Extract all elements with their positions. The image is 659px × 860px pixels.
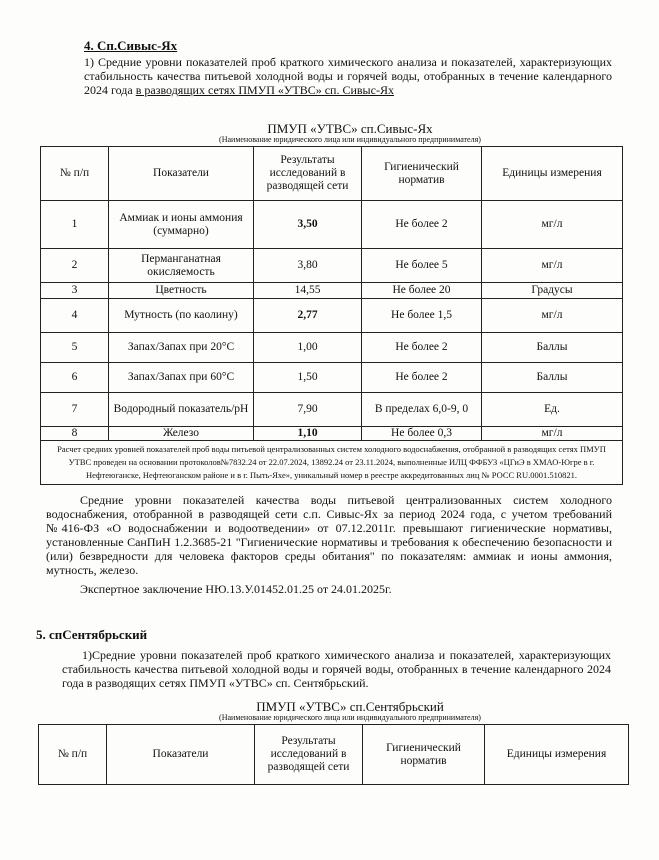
header-indicator: Показатели	[109, 147, 254, 201]
section-4-intro: 1) Средние уровни показателей проб краткого химического анализа и показателей, характеризующих стабильность качества питьевой холодной воды и горячей воды, отобранных в течение календарного 2024 года в разводящих сетях ПМУП «УТВС» сп. Сивыс-Ях	[84, 55, 612, 97]
table-row	[41, 201, 623, 249]
row-value: 7,90	[254, 393, 362, 427]
row-number: 4	[41, 299, 109, 333]
table-note-row	[41, 441, 623, 485]
table-header-row	[39, 725, 629, 785]
header-num: № п/п	[41, 147, 109, 201]
org-caption-5: (Наименование юридического лица или индивидуального предпринимателя)	[219, 713, 481, 722]
row-unit: мг/л	[482, 427, 623, 441]
row-unit: Градусы	[482, 283, 623, 299]
results-table	[40, 146, 623, 485]
table-row	[41, 427, 623, 441]
row-norm: Не более 0,3	[362, 427, 482, 441]
row-value: 2,77	[254, 299, 362, 333]
row-norm: В пределах 6,0-9, 0	[362, 393, 482, 427]
section-4-summary: Средние уровни показателей качества воды питьевой централизованных систем холодного водоснабжения, отобранной в разводящей сети с.п. Сивыс-Ях за период 2024 года, с учетом требований №416-ФЗ «О водоснабжении и водоотведении» от 07.12.2011г. превышают гигиенические нормативы, установленные СанПиН 1.2.3685-21 "Гигиенические нормативы и требования к обеспечению безопасности и (или) безвредности для человека факторов среды обитания" по показателям: аммиак и ионы аммония, мутность, железо.	[46, 493, 612, 577]
table-note: Расчет средних уровней показателей проб воды питьевой централизованных систем холодного водоснабжения, отобранной в разводящих сетях ПМУП УТВС проведен на основании протоколов№7832.24 от 22.07.2024, 13892.24 от 23.11.2024, выполненные ИЛЦ ФФБУЗ «ЦГиЭ в ХМАО-Югре в г. Нефтеюганске, Нефтеюганском районе и в г. Пыть-Яхе», уникальный номер в реестре аккредитованных лиц № РОСС RU.0001.510821.	[41, 441, 623, 485]
table-header-row	[41, 147, 623, 201]
row-norm: Не более 2	[362, 363, 482, 393]
row-value: 3,50	[254, 201, 362, 249]
header-norm: Гигиенический норматив	[363, 725, 485, 785]
row-indicator: Железо	[109, 427, 254, 441]
row-unit: мг/л	[482, 249, 623, 283]
header-norm: Гигиенический норматив	[362, 147, 482, 201]
header-unit: Единицы измерения	[485, 725, 629, 785]
row-number: 8	[41, 427, 109, 441]
row-indicator: Запах/Запах при 20°С	[109, 333, 254, 363]
row-number: 6	[41, 363, 109, 393]
header-results: Результаты исследований в разводящей сети	[255, 725, 363, 785]
row-number: 5	[41, 333, 109, 363]
row-indicator: Водородный показатель/pH	[109, 393, 254, 427]
table-row	[41, 333, 623, 363]
header-unit: Единицы измерения	[482, 147, 623, 201]
expert-conclusion: Экспертное заключение НЮ.13.У.01452.01.25 от 24.01.2025г.	[80, 582, 392, 596]
row-unit: мг/л	[482, 201, 623, 249]
table-row	[41, 283, 623, 299]
row-number: 2	[41, 249, 109, 283]
row-value: 3,80	[254, 249, 362, 283]
org-name-5: ПМУП «УТВС» сп.Сентябрьский	[256, 699, 444, 714]
table-row	[41, 299, 623, 333]
row-number: 7	[41, 393, 109, 427]
row-norm: Не более 2	[362, 333, 482, 363]
row-value: 14,55	[254, 283, 362, 299]
row-unit: Ед.	[482, 393, 623, 427]
section-5-heading: 5. спСентябрьский	[36, 627, 148, 642]
header-results: Результаты исследований в разводящей сети	[254, 147, 362, 201]
row-unit: Баллы	[482, 333, 623, 363]
row-norm: Не более 2	[362, 201, 482, 249]
section-4-heading: 4. Сп.Сивыс-Ях	[84, 38, 178, 53]
row-indicator: Аммиак и ионы аммония (суммарно)	[109, 201, 254, 249]
row-indicator: Цветность	[109, 283, 254, 299]
row-norm: Не более 20	[362, 283, 482, 299]
row-indicator: Мутность (по каолину)	[109, 299, 254, 333]
org-caption: (Наименование юридического лица или индивидуального предпринимателя)	[219, 135, 481, 144]
row-norm: Не более 1,5	[362, 299, 482, 333]
header-num: № п/п	[39, 725, 107, 785]
row-number: 3	[41, 283, 109, 299]
row-number: 1	[41, 201, 109, 249]
row-unit: мг/л	[482, 299, 623, 333]
row-value: 1,50	[254, 363, 362, 393]
table-row	[41, 393, 623, 427]
row-value: 1,10	[254, 427, 362, 441]
row-norm: Не более 5	[362, 249, 482, 283]
row-indicator: Перманганатная окисляемость	[109, 249, 254, 283]
table-row	[41, 363, 623, 393]
row-unit: Баллы	[482, 363, 623, 393]
table-row	[41, 249, 623, 283]
header-indicator: Показатели	[107, 725, 255, 785]
org-name: ПМУП «УТВС» сп.Сивыс-Ях	[267, 121, 433, 136]
row-value: 1,00	[254, 333, 362, 363]
results-table-5	[38, 724, 629, 785]
row-indicator: Запах/Запах при 60°С	[109, 363, 254, 393]
section-5-intro: 1)Средние уровни показателей проб краткого химического анализа и показателей, характеризующих стабильность качества питьевой холодной воды и горячей воды, отобранных в течение календарного 2024 года в разводящих сетях ПМУП «УТВС» сп. Сентябрьский.	[62, 648, 611, 690]
